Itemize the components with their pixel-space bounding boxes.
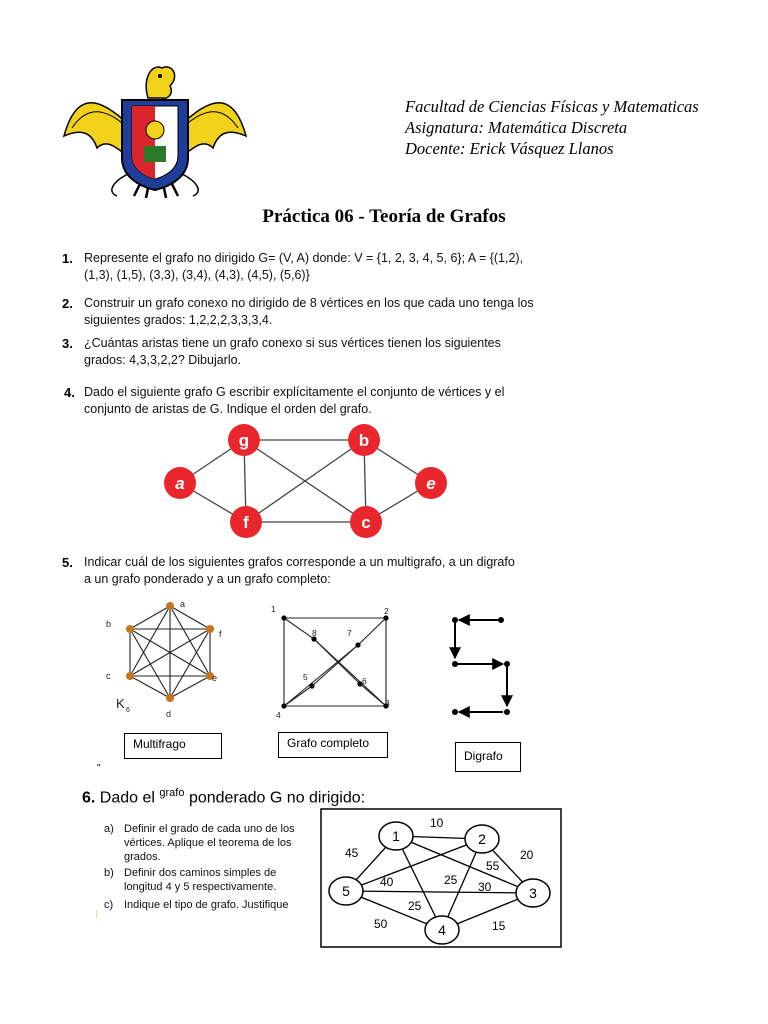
k6-label-b: b xyxy=(106,619,112,629)
weight-2-3: 20 xyxy=(520,848,534,862)
stray-tick xyxy=(96,910,97,918)
digraph-node-5 xyxy=(504,709,510,715)
graph4-node-f xyxy=(230,506,262,538)
k6-node-f xyxy=(206,625,214,633)
digraph-node-2 xyxy=(452,617,458,623)
q6-item-a-line-3: grados. xyxy=(124,851,161,863)
label-box-digraph xyxy=(455,742,521,772)
stray-mark: " xyxy=(97,763,101,774)
label-box-multigraph xyxy=(124,733,222,759)
square-label-8: 8 xyxy=(312,628,317,638)
question-6-text-small: grafo xyxy=(159,787,185,799)
page-title: Práctica 06 - Teoría de Grafos xyxy=(262,206,506,227)
weighted-graph xyxy=(320,808,562,948)
question-1-number: 1. xyxy=(62,251,73,266)
question-6-number: 6. xyxy=(82,789,96,807)
weight-1-3: 55 xyxy=(486,859,500,873)
k6-label-f: f xyxy=(219,629,222,639)
graph4-node-c-label: c xyxy=(361,513,371,532)
square-label-6: 6 xyxy=(362,676,367,686)
question-6-text-b: ponderado G no dirigido: xyxy=(188,789,366,807)
question-4-line-1: Dado el siguiente grafo G escribir explícitamente el conjunto de vértices y el xyxy=(84,385,505,399)
q6-item-b-line-1: Definir dos caminos simples de xyxy=(124,867,277,879)
label-box-complete-graph xyxy=(278,732,388,758)
square-node-2 xyxy=(383,615,388,620)
question-3-line-2: grados: 4,3,3,2,2? Dibujarlo. xyxy=(84,353,242,367)
question-1-text xyxy=(84,250,523,284)
graph4-node-e xyxy=(415,467,447,499)
question-3-line-1: ¿Cuántas aristas tiene un grafo conexo si sus vértices tienen los siguientes xyxy=(84,336,501,350)
header-faculty: Facultad de Ciencias Físicas y Matematicas xyxy=(405,97,699,116)
graph4-node-g-label: g xyxy=(238,431,250,450)
question-1-line-2: (1,3), (1,5), (3,3), (3,4), (4,3), (4,5), (5,6)} xyxy=(84,268,310,282)
question-6-heading xyxy=(82,787,365,807)
square-node-4 xyxy=(281,703,286,708)
k6-label-e: e xyxy=(212,673,218,683)
weight-5-3: 30 xyxy=(478,880,492,894)
square-graph xyxy=(268,600,398,725)
k6-caption: K xyxy=(116,696,125,711)
question-4-text xyxy=(84,384,504,418)
k6-node-c xyxy=(126,672,134,680)
weighted-node-2-label: 2 xyxy=(478,831,486,847)
q6-item-a-line-2: vértices. Aplique el teorema de los xyxy=(124,837,292,849)
digraph-graph xyxy=(445,608,520,723)
q6-item-c xyxy=(104,898,289,912)
square-label-7: 7 xyxy=(347,628,352,638)
question-2-text xyxy=(84,295,534,329)
weight-5-4: 50 xyxy=(374,917,388,931)
weighted-node-3-label: 3 xyxy=(529,885,537,901)
question-3-number: 3. xyxy=(62,336,73,351)
square-node-7 xyxy=(355,642,360,647)
label-box-complete-graph-text: Grafo completo xyxy=(287,736,370,750)
k6-node-b xyxy=(126,625,134,633)
label-box-digraph-text: Digrafo xyxy=(464,749,503,763)
graph4-node-c xyxy=(350,506,382,538)
q6-item-c-label: c) xyxy=(104,899,114,911)
weighted-node-5-label: 5 xyxy=(342,883,350,899)
square-node-5 xyxy=(309,683,314,688)
header-teacher: Docente: Erick Vásquez Llanos xyxy=(405,139,614,158)
k6-node-d xyxy=(166,694,174,702)
digraph-node-3 xyxy=(452,661,458,667)
weight-2-4: 25 xyxy=(408,899,422,913)
question-5-text xyxy=(84,554,515,588)
question-4-graph xyxy=(150,420,460,550)
k6-graph xyxy=(98,596,233,726)
q6-item-b xyxy=(104,866,276,894)
graph4-node-b xyxy=(348,424,380,456)
question-6-text-a: Dado el xyxy=(99,789,155,807)
digraph-node-4 xyxy=(504,661,510,667)
question-2-number: 2. xyxy=(62,296,73,311)
k6-label-d: d xyxy=(166,709,172,719)
weight-1-4: 25 xyxy=(444,873,458,887)
question-2-line-1: Construir un grafo conexo no dirigido de 8 vértices en los que cada uno tenga los xyxy=(84,296,534,310)
question-5-line-1: Indicar cuál de los siguientes grafos corresponde a un multigrafo, a un digrafo xyxy=(84,555,515,569)
question-1-line-1: Represente el grafo no dirigido G= (V, A) donde: V = {1, 2, 3, 4, 5, 6}; A = {(1,2), xyxy=(84,251,524,265)
square-node-1 xyxy=(281,615,286,620)
graph4-node-a xyxy=(164,467,196,499)
graph4-node-f-label: f xyxy=(243,513,249,532)
question-5-line-2: a un grafo ponderado y a un grafo completo: xyxy=(84,572,331,586)
q6-item-b-label: b) xyxy=(104,867,114,879)
weighted-node-4-label: 4 xyxy=(438,922,446,938)
q6-item-b-line-2: longitud 4 y 5 respectivamente. xyxy=(124,881,277,893)
digraph-node-6 xyxy=(452,709,458,715)
weight-2-5: 40 xyxy=(380,875,394,889)
question-5-number: 5. xyxy=(62,555,73,570)
q6-item-a xyxy=(104,822,295,864)
weight-1-2: 10 xyxy=(430,816,444,830)
k6-caption-subscript: 6 xyxy=(126,707,130,714)
k6-label-c: c xyxy=(106,671,111,681)
q6-item-a-line-1: Definir el grado de cada uno de los xyxy=(124,823,295,835)
weight-3-4: 15 xyxy=(492,919,506,933)
weight-1-5: 45 xyxy=(345,846,359,860)
digraph-nodes xyxy=(452,617,510,715)
k6-node-a xyxy=(166,602,174,610)
graph4-node-e-label: e xyxy=(426,474,436,493)
square-label-1: 1 xyxy=(271,604,276,614)
k6-label-a: a xyxy=(180,599,186,609)
weighted-node-1-label: 1 xyxy=(392,828,400,844)
header-subject: Asignatura: Matemática Discreta xyxy=(405,118,628,137)
graph4-node-b-label: b xyxy=(358,431,370,450)
graph4-node-g xyxy=(228,424,260,456)
graph4-node-a-label: a xyxy=(175,474,185,493)
square-label-4: 4 xyxy=(276,710,281,720)
q6-item-c-line-1: Indique el tipo de grafo. Justifique xyxy=(124,899,289,911)
question-4-number: 4. xyxy=(64,385,75,400)
q6-item-a-label: a) xyxy=(104,823,114,835)
square-label-5: 5 xyxy=(303,672,308,682)
square-label-2: 2 xyxy=(384,606,389,616)
university-crest-logo xyxy=(62,58,248,198)
question-3-text xyxy=(84,335,501,369)
square-label-3: 3 xyxy=(385,698,390,708)
digraph-node-1 xyxy=(498,617,504,623)
question-4-line-2: conjunto de aristas de G. Indique el orden del grafo. xyxy=(84,402,372,416)
label-box-multigraph-text: Multifrago xyxy=(133,737,186,751)
question-2-line-2: siguientes grados: 1,2,2,2,3,3,3,4. xyxy=(84,313,273,327)
